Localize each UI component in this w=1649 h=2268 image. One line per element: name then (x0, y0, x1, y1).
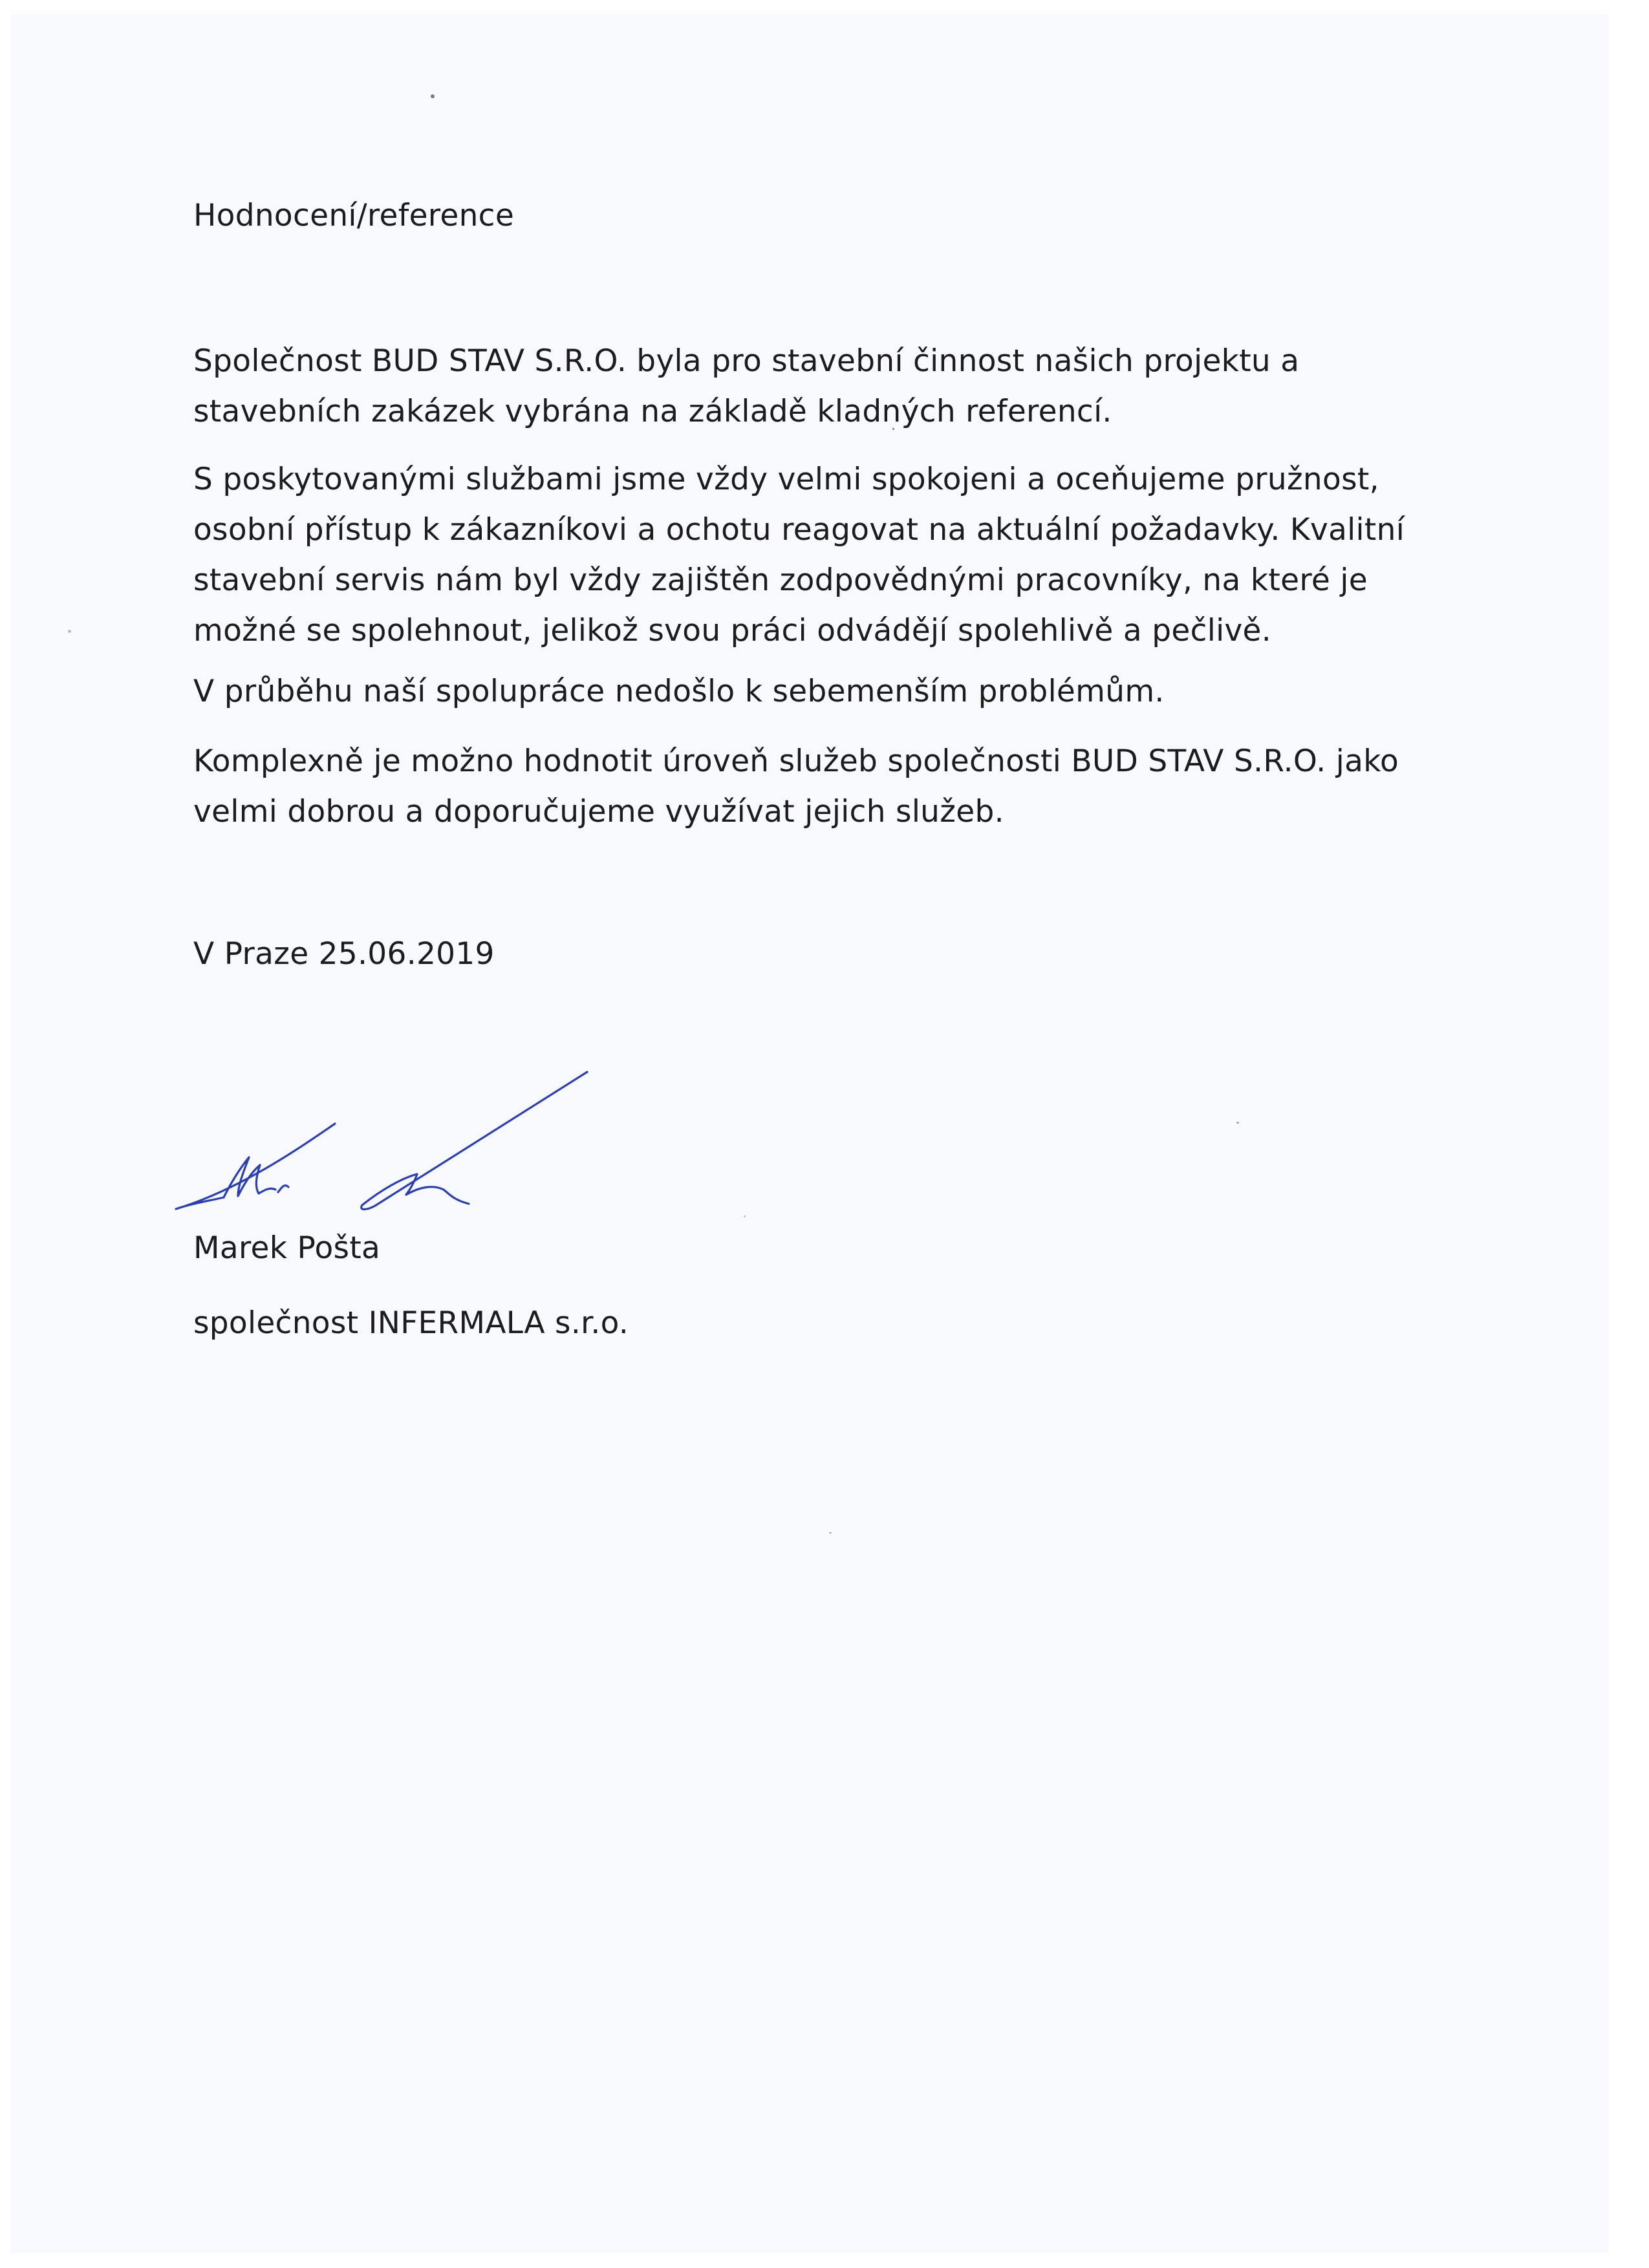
place-and-date (193, 929, 1454, 979)
letter-heading (193, 191, 1454, 241)
paragraph-1 (193, 336, 1454, 437)
paragraph-3 (193, 667, 1454, 717)
heading-text: Hodnocení/reference (193, 198, 515, 233)
signature-stroke (361, 1072, 587, 1210)
paragraph-line: možné se spolehnout, jelikož svou práci odvádějí spolehlivě a pečlivě. (193, 613, 1272, 648)
paragraph-line: stavebních zakázek vybrána na základě kladných referencí. (193, 394, 1112, 429)
paragraph-line: velmi dobrou a doporučujeme využívat jejich služeb. (193, 794, 1004, 829)
scan-speck (744, 1215, 746, 1217)
scan-margin-right (1609, 0, 1649, 2268)
paragraph-line: stavební servis nám byl vždy zajištěn zodpovědnými pracovníky, na které je (193, 562, 1368, 598)
signature-stroke (224, 1157, 275, 1197)
paragraph-2 (193, 455, 1454, 656)
paragraph-line: osobní přístup k zákazníkovi a ochotu reagovat na aktuální požadavky. Kvalitní (193, 512, 1405, 548)
signature-stroke (176, 1124, 335, 1209)
signatory-name (193, 1223, 1454, 1274)
scan-speck (829, 1532, 832, 1534)
signatory-company (193, 1298, 1454, 1349)
signature-stroke (278, 1186, 288, 1192)
scan-speck (1236, 1122, 1239, 1124)
paragraph-line: S poskytovanými službami jsme vždy velmi spokojeni a oceňujeme pružnost, (193, 462, 1379, 497)
signatory-company-text: společnost INFERMALA s.r.o. (193, 1305, 629, 1341)
scan-speck (431, 94, 435, 98)
paragraph-line: Společnost BUD STAV S.R.O. byla pro stavební činnost našich projektu a (193, 343, 1300, 379)
scan-margin-bottom (0, 2252, 1649, 2268)
place-date-text: V Praze 25.06.2019 (193, 936, 495, 972)
signatory-name-text: Marek Pošta (193, 1230, 381, 1266)
handwritten-signature (162, 1060, 601, 1241)
paragraph-line: V průběhu naší spolupráce nedošlo k sebemenším problémům. (193, 674, 1165, 709)
paragraph-4 (193, 736, 1454, 837)
scan-margin-left (0, 0, 10, 2268)
scan-speck (68, 630, 71, 633)
paragraph-line: Komplexně je možno hodnotit úroveň služeb společnosti BUD STAV S.R.O. jako (193, 744, 1399, 779)
scan-margin-top (0, 0, 1649, 14)
